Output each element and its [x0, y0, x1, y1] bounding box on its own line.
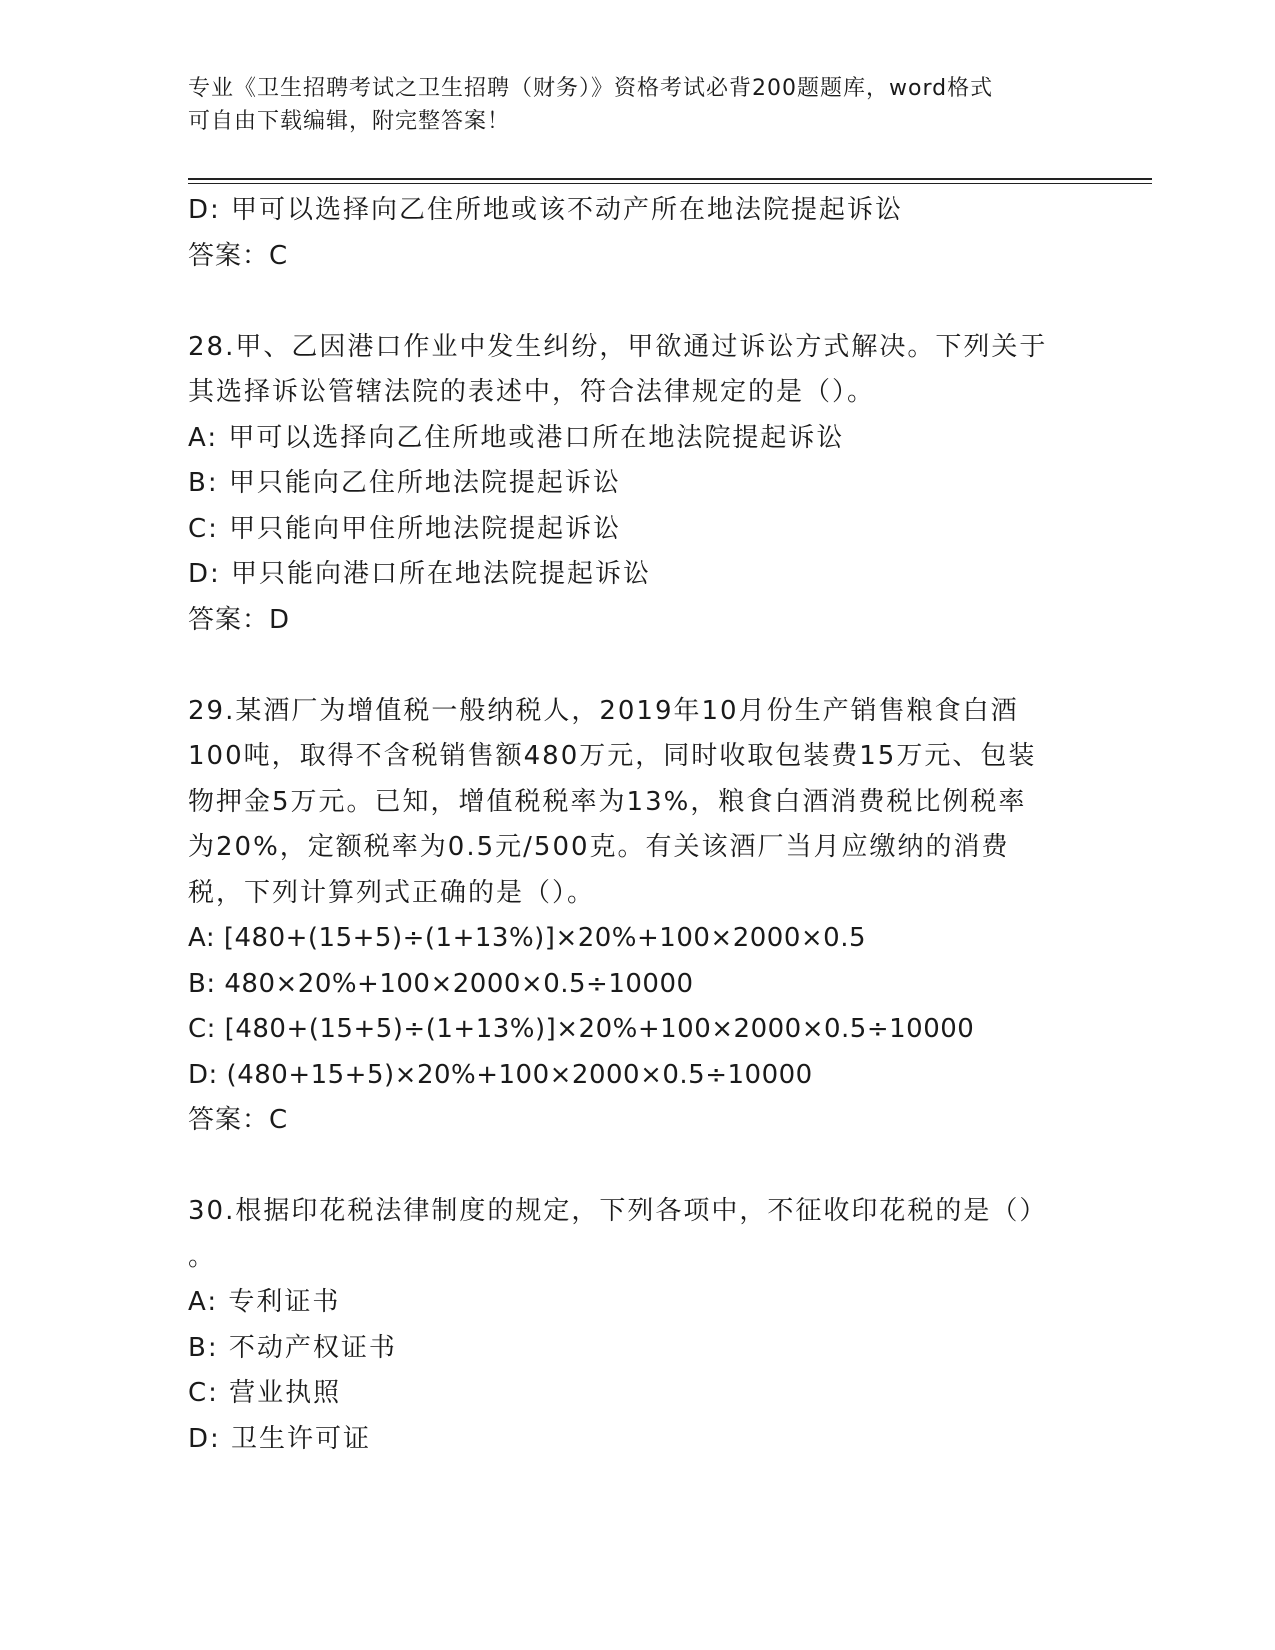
question-list	[188, 188, 1088, 1462]
question-stem: 税，下列计算列式正确的是（）。	[188, 877, 596, 908]
header-rule-thick	[188, 178, 1152, 180]
option-b: B: 不动产权证书	[188, 1332, 397, 1363]
question-stem: 28.甲、乙因港口作业中发生纠纷，甲欲通过诉讼方式解决。下列关于	[188, 331, 1048, 362]
option-a: A: 专利证书	[188, 1287, 341, 1317]
option-a: A: [480+(15+5)÷(1+13%)]×20%+100×2000×0.5	[188, 923, 867, 953]
option-b: B: 甲只能向乙住所地法院提起诉讼	[188, 468, 621, 498]
header-line-1: 专业《卫生招聘考试之卫生招聘（财务）》资格考试必背200题题库，word格式	[188, 76, 994, 101]
option-c: C: 甲只能向甲住所地法院提起诉讼	[188, 513, 622, 544]
answer-label: 答案：C	[188, 1105, 289, 1135]
header-line-2: 可自由下载编辑，附完整答案！	[188, 109, 511, 134]
spacer	[188, 643, 1088, 689]
option-c: C: 营业执照	[188, 1378, 342, 1408]
question-stem: 。	[188, 1241, 217, 1272]
question-stem: 30.根据印花税法律制度的规定，下列各项中，不征收印花税的是（）	[188, 1196, 1048, 1226]
question-stem: 100吨，取得不含税销售额480万元，同时收取包装费15万元、包装	[188, 741, 1037, 771]
option-a: A: 甲可以选择向乙住所地或港口所在地法院提起诉讼	[188, 422, 845, 453]
spacer	[188, 279, 1088, 325]
question-stem: 物押金5万元。已知，增值税税率为13%，粮食白酒消费税比例税率	[188, 786, 1027, 817]
header-rule-thin	[188, 183, 1152, 184]
document-header	[188, 72, 1088, 138]
question-stem: 其选择诉讼管辖法院的表述中，符合法律规定的是（）。	[188, 377, 876, 407]
option-d: D: 甲可以选择向乙住所地或该不动产所在地法院提起诉讼	[188, 195, 904, 225]
question-29	[188, 689, 1088, 1144]
question-stem: 为20%，定额税率为0.5元/500克。有关该酒厂当月应缴纳的消费	[188, 832, 1010, 862]
option-d: D: 卫生许可证	[188, 1423, 372, 1454]
question-stem: 29.某酒厂为增值税一般纳税人，2019年10月份生产销售粮食白酒	[188, 695, 1019, 726]
option-b: B: 480×20%+100×2000×0.5÷10000	[188, 968, 694, 999]
previous-question-tail	[188, 188, 1088, 279]
answer-label: 答案：D	[188, 604, 291, 635]
question-30	[188, 1189, 1088, 1462]
option-d: D: (480+15+5)×20%+100×2000×0.5÷10000	[188, 1059, 813, 1090]
answer-label: 答案：C	[188, 240, 289, 271]
spacer	[188, 1144, 1088, 1190]
option-c: C: [480+(15+5)÷(1+13%)]×20%+100×2000×0.5÷10000	[188, 1014, 975, 1044]
question-28	[188, 325, 1088, 644]
option-d: D: 甲只能向港口所在地法院提起诉讼	[188, 559, 652, 589]
